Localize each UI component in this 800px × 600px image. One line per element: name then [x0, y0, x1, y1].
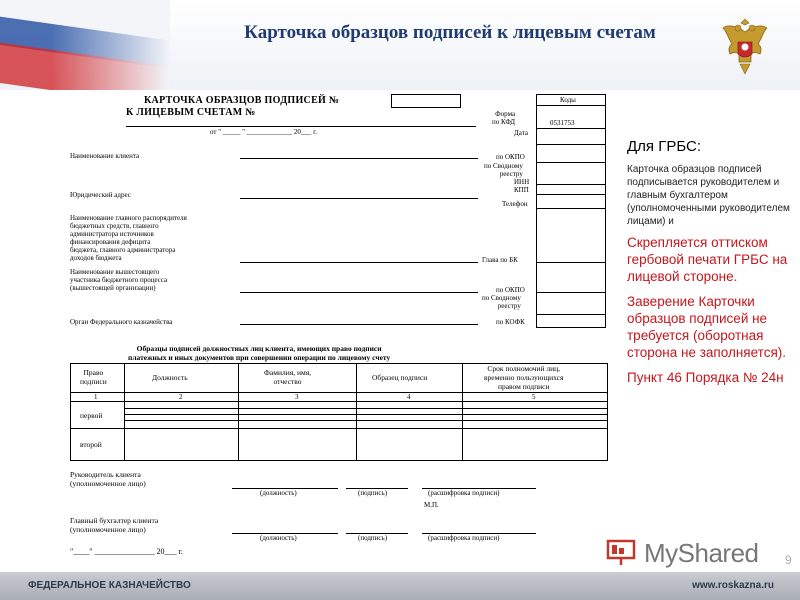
- panel-heading: Для ГРБС:: [627, 138, 702, 155]
- col-header-fio: Фамилия, имя, отчество: [264, 368, 312, 386]
- russian-flag-decoration: [0, 0, 170, 90]
- inn-label: ИНН: [514, 178, 530, 186]
- myshared-watermark: [606, 536, 766, 570]
- panel-note-reference: Пункт 46 Порядка № 24н: [627, 370, 784, 385]
- col-number-4: 4: [407, 393, 411, 401]
- main-manager-label: Наименование главного распорядителя бюджетных средств, главного администратора источников финансирования дефицита бюджета, главного администратора доходов бюджета: [70, 214, 187, 262]
- okpo-label-2: по ОКПО: [496, 286, 525, 294]
- registry-label-2: по Сводному реестру: [482, 294, 521, 310]
- row-first: первой: [80, 411, 103, 420]
- col-header-term: Срок полномочий лиц, временно пользующихся правом подписи: [484, 364, 564, 391]
- bottom-date-line: "____" _______________ 20___ г.: [70, 547, 183, 556]
- double-headed-eagle-emblem-icon: [720, 18, 770, 76]
- form-code: 0531753: [550, 119, 575, 127]
- superior-org-label: Наименование вышестоящего участника бюджетного процесса (вышестоящей организации): [70, 268, 168, 292]
- card-number-box: [391, 94, 461, 108]
- col-number-5: 5: [532, 393, 536, 401]
- okpo-label: по ОКПО: [496, 153, 525, 161]
- col-header-signature: Образец подписи: [372, 373, 428, 382]
- form-date-line: от " _____ " _____________ 20___ г.: [210, 128, 318, 136]
- treasury-label: Орган Федерального казначейства: [70, 318, 173, 326]
- head-decoding-caption: (расшифровка подписи): [428, 489, 500, 497]
- accountant-decoding-caption: (расшифровка подписи): [428, 534, 500, 542]
- form-title-line2: К ЛИЦЕВЫМ СЧЕТАМ №: [126, 107, 256, 118]
- col-number-3: 3: [295, 393, 299, 401]
- panel-note-stamp: Скрепляется оттиском гербовой печати ГРБС на лицевой стороне.: [627, 235, 788, 284]
- grbs-notes-panel: [618, 130, 793, 394]
- slide-header: [0, 0, 800, 90]
- footer-website-link[interactable]: www.roskazna.ru: [692, 580, 774, 591]
- col-number-2: 2: [179, 393, 183, 401]
- signature-card-form: [68, 92, 610, 570]
- legal-address-label: Юридический адрес: [70, 191, 131, 199]
- signatures-table-title: Образцы подписей должностных лиц клиента, имеющих право подписи платежных и иных документов при совершении операции по лицевому счету: [128, 344, 391, 362]
- glava-bk-label: Глава по БК: [482, 256, 518, 264]
- slide-number: 9: [785, 553, 792, 567]
- panel-body: Карточка образцов подписей подписывается руководителем и главным бухгалтером (уполномоченными руководителем лицами) и: [627, 164, 790, 227]
- accountant-signature-caption: (подпись): [358, 534, 388, 542]
- head-position-caption: (должность): [260, 489, 297, 497]
- date-label: Дата: [514, 129, 528, 137]
- form-title-line1: КАРТОЧКА ОБРАЗЦОВ ПОДПИСЕЙ №: [144, 95, 340, 106]
- client-name-label: Наименование клиента: [70, 152, 140, 160]
- panel-note-verification: Заверение Карточки образцов подписей не требуется (оборотная сторона не заполняется).: [627, 294, 786, 360]
- stamp-place: М.П.: [424, 501, 439, 509]
- slide-title: Карточка образцов подписей к лицевым счетам: [244, 22, 656, 43]
- registry-label: по Сводному реестру: [484, 162, 523, 178]
- kofk-label: по КОФК: [496, 318, 525, 326]
- head-signature-caption: (подпись): [358, 489, 388, 497]
- accountant-position-caption: (должность): [260, 534, 297, 542]
- phone-label: Телефон: [502, 200, 528, 208]
- form-label: Форма по КФД: [492, 110, 516, 126]
- row-second: второй: [80, 440, 102, 449]
- col-number-1: 1: [94, 393, 98, 401]
- codes-header: Коды: [560, 96, 576, 104]
- accountant-signature-label: Главный бухгалтер клиента (уполномоченное лицо): [70, 516, 159, 534]
- watermark-text: MyShared: [644, 538, 759, 568]
- kpp-label: КПП: [514, 186, 529, 194]
- col-header-right: Право подписи: [80, 368, 107, 386]
- presentation-board-icon: [606, 538, 636, 566]
- col-header-position: Должность: [152, 373, 188, 382]
- head-signature-label: Руководитель клиента (уполномоченное лицо): [70, 470, 146, 488]
- slide-footer: [0, 572, 800, 600]
- footer-organization: ФЕДЕРАЛЬНОЕ КАЗНАЧЕЙСТВО: [28, 580, 191, 591]
